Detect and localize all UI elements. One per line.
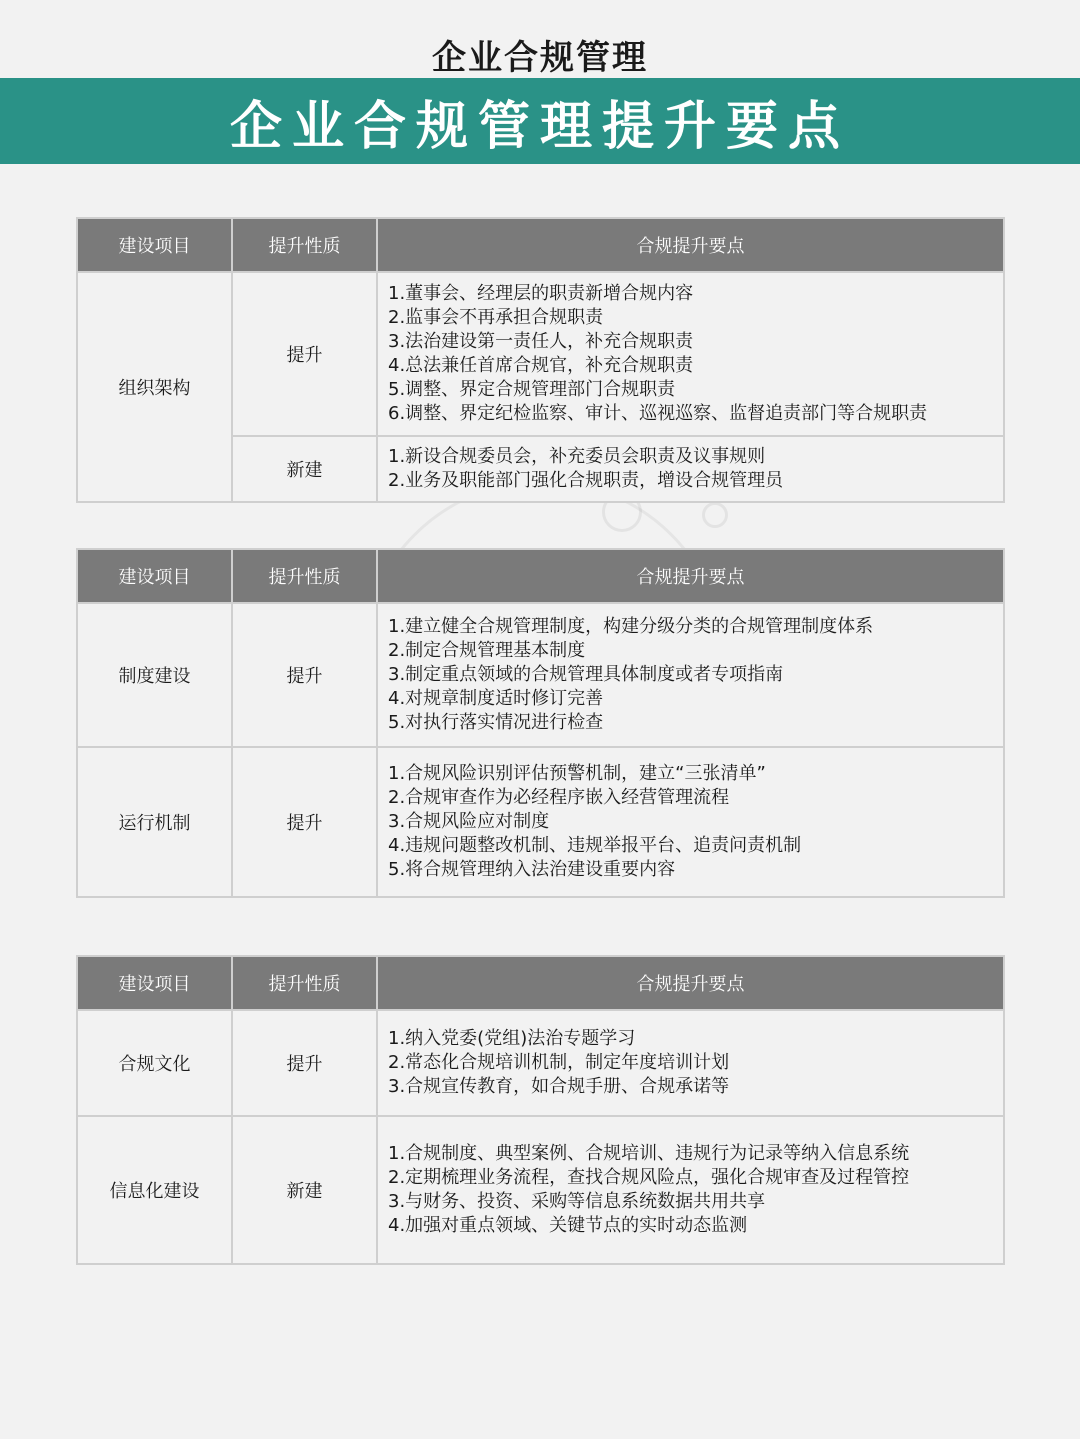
point-item: 3.合规宣传教育，如合规手册、合规承诺等 [388,1076,730,1097]
compliance-table-2 [76,548,1005,898]
watermark-dot [702,502,728,528]
table-row [77,1010,1004,1116]
page-title: 企业合规管理 [432,38,648,78]
point-item: 2.常态化合规培训机制，制定年度培训计划 [388,1052,730,1073]
point-item: 3.与财务、投资、采购等信息系统数据共用共享 [388,1191,766,1212]
table-row [77,603,1004,747]
point-item: 2.合规审查作为必经程序嵌入经营管理流程 [388,787,730,808]
table-row [77,1116,1004,1264]
header-project: 建设项目 [77,956,232,1010]
header-points: 合规提升要点 [377,956,1004,1010]
point-item: 4.对规章制度适时修订完善 [388,688,604,709]
nature-cell: 新建 [232,436,377,502]
point-item: 2.监事会不再承担合规职责 [388,307,604,328]
table-header-row [77,956,1004,1010]
point-item: 6.调整、界定纪检监察、审计、巡视巡察、监督追责部门等合规职责 [388,403,928,424]
table-header-row [77,549,1004,603]
point-item: 2.定期梳理业务流程，查找合规风险点，强化合规审查及过程管控 [388,1167,910,1188]
point-item: 1.纳入党委(党组)法治专题学习 [388,1028,636,1049]
points-cell [377,272,1004,436]
table-header-row [77,218,1004,272]
points-cell [377,603,1004,747]
header-nature: 提升性质 [232,218,377,272]
point-item: 1.董事会、经理层的职责新增合规内容 [388,283,694,304]
points-cell [377,1010,1004,1116]
nature-cell: 提升 [232,603,377,747]
point-item: 2.制定合规管理基本制度 [388,640,586,661]
header-project: 建设项目 [77,549,232,603]
points-cell [377,436,1004,502]
point-item: 4.违规问题整改机制、违规举报平台、追责问责机制 [388,835,802,856]
point-item: 4.总法兼任首席合规官，补充合规职责 [388,355,694,376]
table-row [77,272,1004,436]
project-cell: 制度建设 [77,603,232,747]
compliance-table-3 [76,955,1005,1265]
compliance-table-1 [76,217,1005,503]
table-row [77,747,1004,897]
point-item: 5.将合规管理纳入法治建设重要内容 [388,859,676,880]
point-item: 1.新设合规委员会，补充委员会职责及议事规则 [388,446,766,467]
project-cell: 合规文化 [77,1010,232,1116]
points-cell [377,1116,1004,1264]
header-nature: 提升性质 [232,956,377,1010]
point-item: 1.合规风险识别评估预警机制，建立“三张清单” [388,763,766,784]
nature-cell: 提升 [232,747,377,897]
header-project: 建设项目 [77,218,232,272]
points-cell [377,747,1004,897]
header-points: 合规提升要点 [377,549,1004,603]
title-banner [0,78,1080,164]
header-points: 合规提升要点 [377,218,1004,272]
point-item: 5.对执行落实情况进行检查 [388,712,604,733]
nature-cell: 提升 [232,1010,377,1116]
point-item: 2.业务及职能部门强化合规职责，增设合规管理员 [388,470,784,491]
project-cell: 运行机制 [77,747,232,897]
nature-cell: 提升 [232,272,377,436]
banner-title: 企业合规管理提升要点 [229,96,850,157]
nature-cell: 新建 [232,1116,377,1264]
point-item: 1.合规制度、典型案例、合规培训、违规行为记录等纳入信息系统 [388,1143,910,1164]
point-item: 4.加强对重点领域、关键节点的实时动态监测 [388,1215,748,1236]
project-cell: 组织架构 [77,272,232,502]
point-item: 1.建立健全合规管理制度，构建分级分类的合规管理制度体系 [388,616,874,637]
project-cell: 信息化建设 [77,1116,232,1264]
point-item: 5.调整、界定合规管理部门合规职责 [388,379,676,400]
point-item: 3.合规风险应对制度 [388,811,550,832]
point-item: 3.法治建设第一责任人，补充合规职责 [388,331,694,352]
point-item: 3.制定重点领域的合规管理具体制度或者专项指南 [388,664,784,685]
header-nature: 提升性质 [232,549,377,603]
